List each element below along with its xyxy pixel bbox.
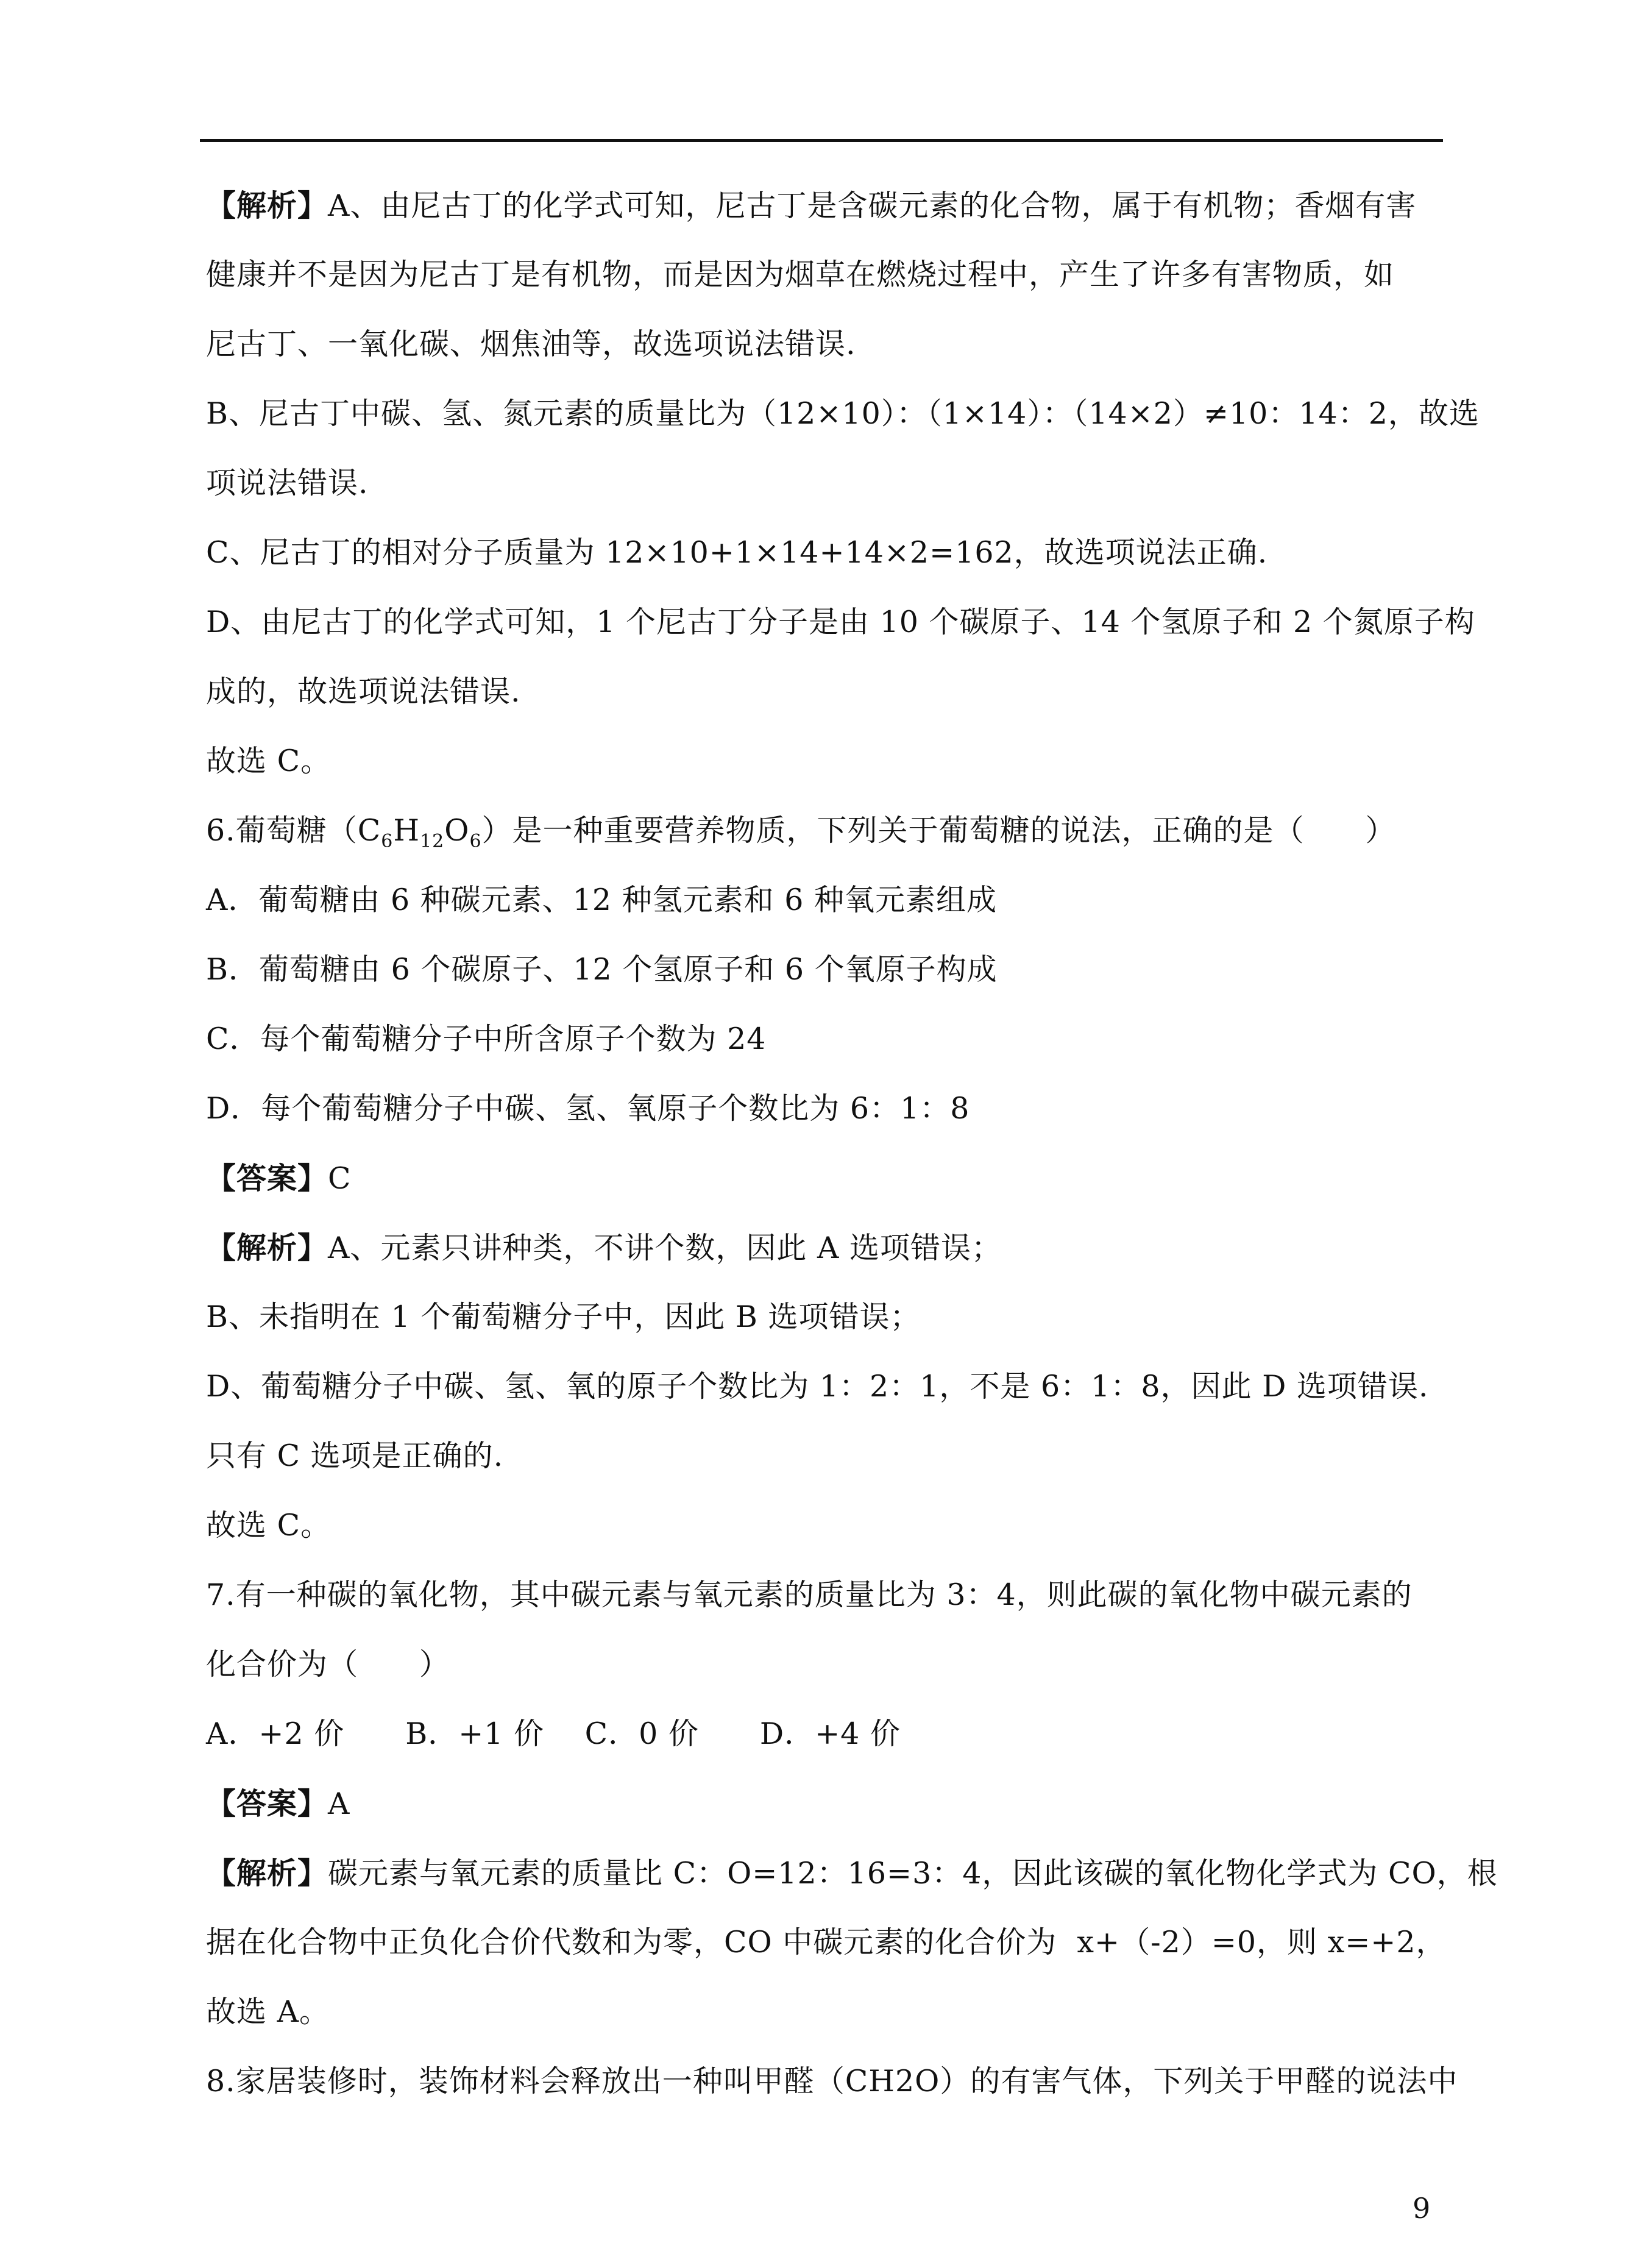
question-7-stem: 7.有一种碳的氧化物，其中碳元素与氧元素的质量比为 3：4，则此碳的氧化物中碳元素的 <box>206 1577 1413 1612</box>
analysis-line: B、未指明在 1 个葡萄糖分子中，因此 B 选项错误； <box>206 1299 921 1334</box>
option-b: B．葡萄糖由 6 个碳原子、12 个氢原子和 6 个氧原子构成 <box>206 952 998 987</box>
analysis-line <box>206 171 1449 240</box>
question-6-stem <box>206 796 1449 866</box>
formula-text: H <box>393 813 420 848</box>
analysis-line: 只有 C 选项是正确的. <box>206 1438 504 1473</box>
conclusion-line: 故选 A。 <box>206 1994 330 2029</box>
document-body <box>206 171 1498 2116</box>
analysis-line: 据在化合物中正负化合价代数和为零，CO 中碳元素的化合价为 x+（-2）=0，则 x=+2， <box>206 1925 1447 1960</box>
analysis-line: B、尼古丁中碳、氢、氮元素的质量比为（12×10）：（1×14）：（14×2）≠10：14：2，故选 <box>206 396 1480 431</box>
analysis-text: A、元素只讲种类，不讲个数，因此 A 选项错误； <box>328 1231 1002 1265</box>
stem-text: ）是一种重要营养物质，下列关于葡萄糖的说法，正确的是（ ） <box>481 813 1396 848</box>
question-7-stem: 化合价为（ ） <box>206 1647 450 1682</box>
answer-line <box>206 1769 1449 1838</box>
analysis-label: 【解析】 <box>206 1855 328 1891</box>
subscript: 6 <box>381 830 394 852</box>
question-8-stem: 8.家居装修时，装饰材料会释放出一种叫甲醛（CH2O）的有害气体，下列关于甲醛的说法中 <box>206 2064 1458 2099</box>
analysis-text: 碳元素与氧元素的质量比 C：O=12：16=3：4，因此该碳的氧化物化学式为 CO，根 <box>328 1856 1498 1891</box>
analysis-line <box>206 1838 1498 1908</box>
header-rule <box>200 139 1443 142</box>
option-a: A．葡萄糖由 6 种碳元素、12 种氢元素和 6 种氧元素组成 <box>206 883 997 917</box>
answer-value: C <box>328 1161 352 1196</box>
conclusion-line: 故选 C。 <box>206 1508 332 1543</box>
analysis-line: 项说法错误. <box>206 466 369 500</box>
analysis-line: D、由尼古丁的化学式可知，1 个尼古丁分子是由 10 个碳原子、14 个氢原子和 2 个氮原子构 <box>206 605 1475 639</box>
page-number: 9 <box>1413 2192 1431 2225</box>
subscript: 6 <box>469 830 482 852</box>
analysis-text: A、由尼古丁的化学式可知，尼古丁是含碳元素的化合物，属于有机物；香烟有害 <box>328 188 1417 223</box>
stem-text: 6.葡萄糖（C <box>206 813 381 848</box>
answer-label: 【答案】 <box>206 1161 328 1196</box>
analysis-line: C、尼古丁的相对分子质量为 12×10+1×14+14×2=162，故选项说法正确. <box>206 535 1268 570</box>
question-7-options: A．+2 价 B．+1 价 C．0 价 D．+4 价 <box>206 1716 901 1751</box>
analysis-line: 尼古丁、一氧化碳、烟焦油等，故选项说法错误. <box>206 327 856 361</box>
answer-line <box>206 1143 1449 1213</box>
answer-label: 【答案】 <box>206 1786 328 1821</box>
option-d: D．每个葡萄糖分子中碳、氢、氧原子个数比为 6：1：8 <box>206 1091 970 1126</box>
analysis-line <box>206 1213 1449 1282</box>
option-c: C．每个葡萄糖分子中所含原子个数为 24 <box>206 1022 767 1056</box>
conclusion-line: 故选 C。 <box>206 744 332 778</box>
subscript: 12 <box>420 830 445 852</box>
analysis-line: D、葡萄糖分子中碳、氢、氧的原子个数比为 1：2：1，不是 6：1：8，因此 D 选项错误. <box>206 1369 1429 1404</box>
analysis-label: 【解析】 <box>206 1230 328 1265</box>
formula-text: O <box>444 813 470 848</box>
answer-value: A <box>328 1786 350 1821</box>
analysis-label: 【解析】 <box>206 188 328 223</box>
analysis-line: 健康并不是因为尼古丁是有机物，而是因为烟草在燃烧过程中，产生了许多有害物质，如 <box>206 257 1395 292</box>
analysis-line: 成的，故选项说法错误. <box>206 674 521 709</box>
